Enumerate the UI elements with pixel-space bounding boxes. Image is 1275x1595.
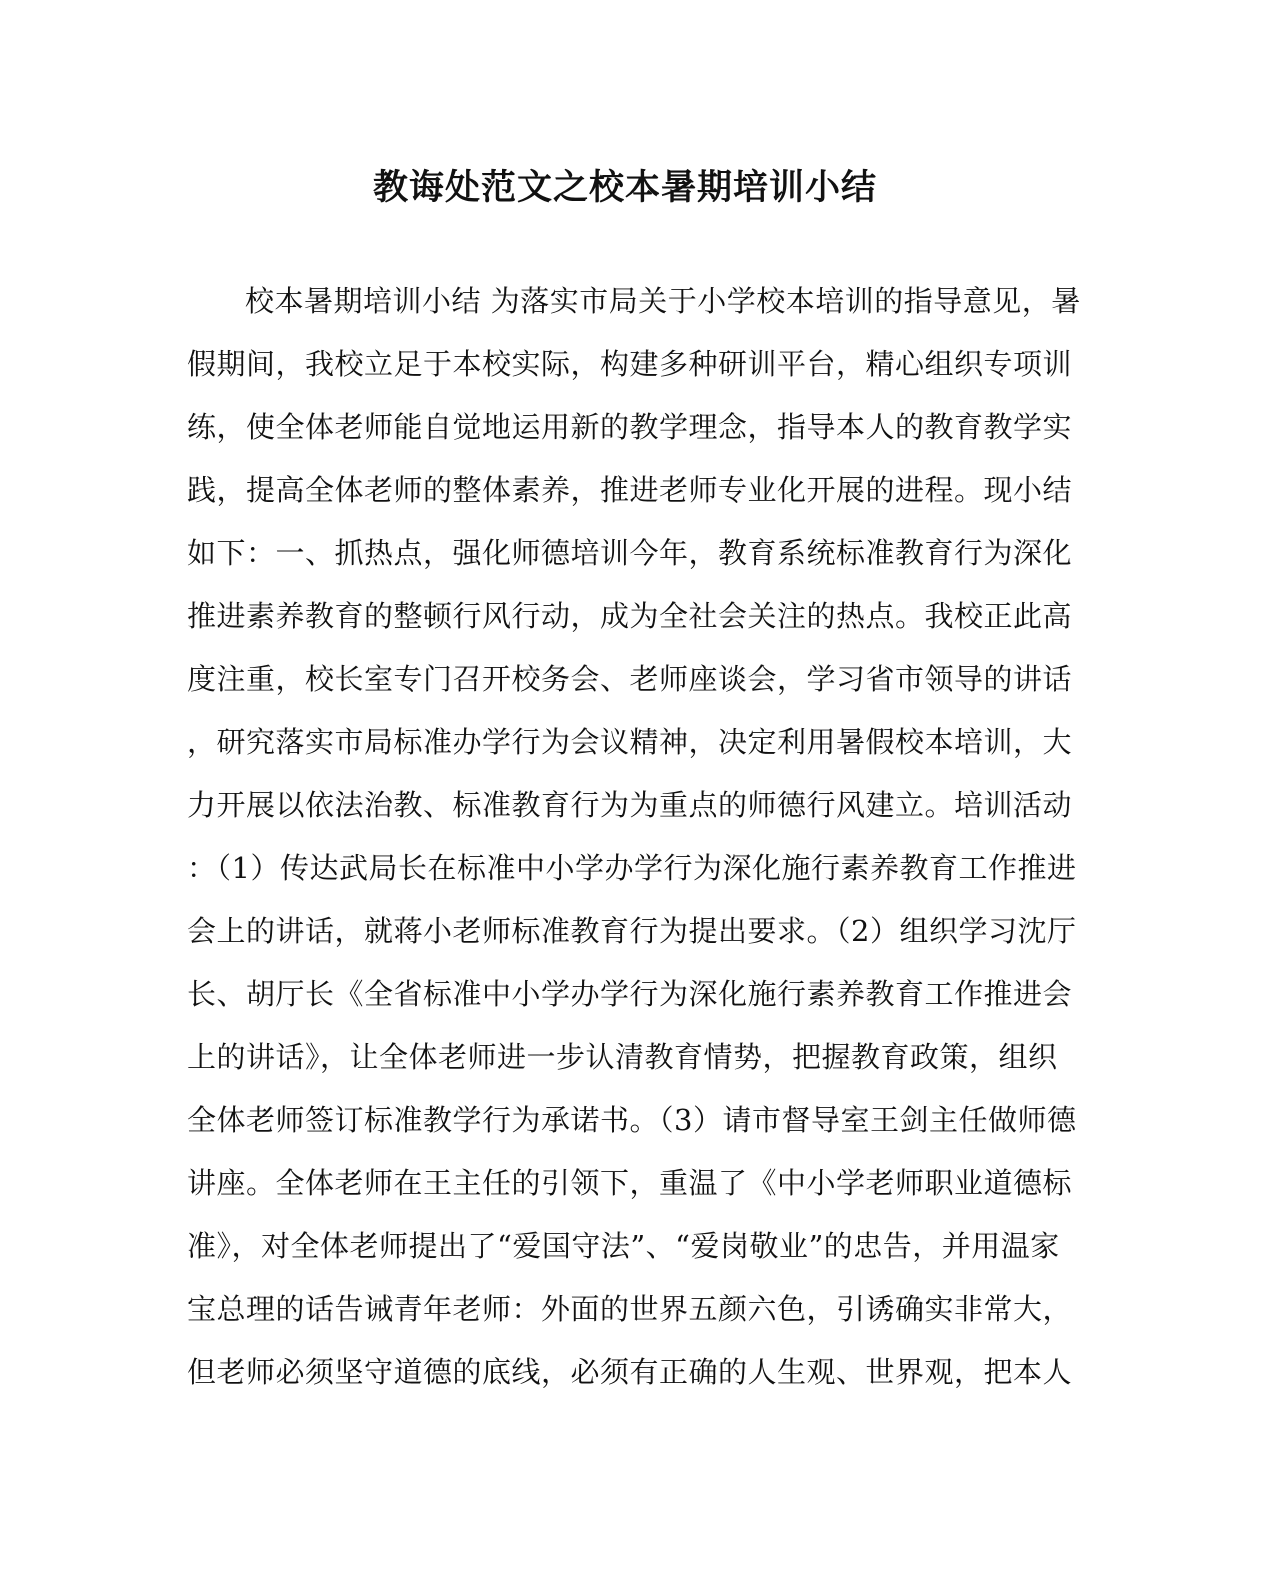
body-line: 力开展以依法治教、标准教育行为为重点的师德行风建立。培训活动: [187, 788, 1073, 822]
body-line: ：（1）传达武局长在标准中小学办学行为深化施行素养教育工作推进: [187, 851, 1077, 885]
body-line: 假期间，我校立足于本校实际，构建多种研训平台，精心组织专项训: [187, 347, 1073, 381]
body-line: 推进素养教育的整顿行风行动，成为全社会关注的热点。我校正此高: [187, 599, 1073, 633]
body-line: 讲座。全体老师在王主任的引领下，重温了《中小学老师职业道德标: [187, 1166, 1073, 1200]
body-line: 度注重，校长室专门召开校务会、老师座谈会，学习省市领导的讲话: [187, 662, 1073, 696]
body-line: 校本暑期培训小结 为落实市局关于小学校本培训的指导意见，暑: [245, 284, 1081, 318]
body-line: ，研究落实市局标准办学行为会议精神，决定利用暑假校本培训，大: [187, 725, 1073, 759]
body-line: 如下：一、抓热点，强化师德培训今年，教育系统标准教育行为深化: [187, 536, 1073, 570]
body-line: 践，提高全体老师的整体素养，推进老师专业化开展的进程。现小结: [187, 473, 1073, 507]
body-line: 但老师必须坚守道德的底线，必须有正确的人生观、世界观，把本人: [187, 1355, 1073, 1389]
body-line: 上的讲话》，让全体老师进一步认清教育情势，把握教育政策，组织: [187, 1040, 1058, 1074]
document-title: 教诲处范文之校本暑期培训小结: [372, 167, 877, 208]
body-line: 会上的讲话，就蒋小老师标准教育行为提出要求。（2）组织学习沈厅: [187, 914, 1077, 948]
body-line: 准》，对全体老师提出了“爱国守法”、“爱岗敬业”的忠告，并用温家: [187, 1229, 1060, 1263]
body-line: 长、胡厅长《全省标准中小学办学行为深化施行素养教育工作推进会: [187, 977, 1073, 1011]
body-line: 全体老师签订标准教学行为承诺书。（3）请市督导室王剑主任做师德: [187, 1103, 1077, 1137]
document-body: [187, 276, 1081, 1410]
body-line: 宝总理的话告诫青年老师：外面的世界五颜六色，引诱确实非常大，: [187, 1292, 1073, 1326]
body-line: 练，使全体老师能自觉地运用新的教学理念，指导本人的教育教学实: [187, 410, 1073, 444]
